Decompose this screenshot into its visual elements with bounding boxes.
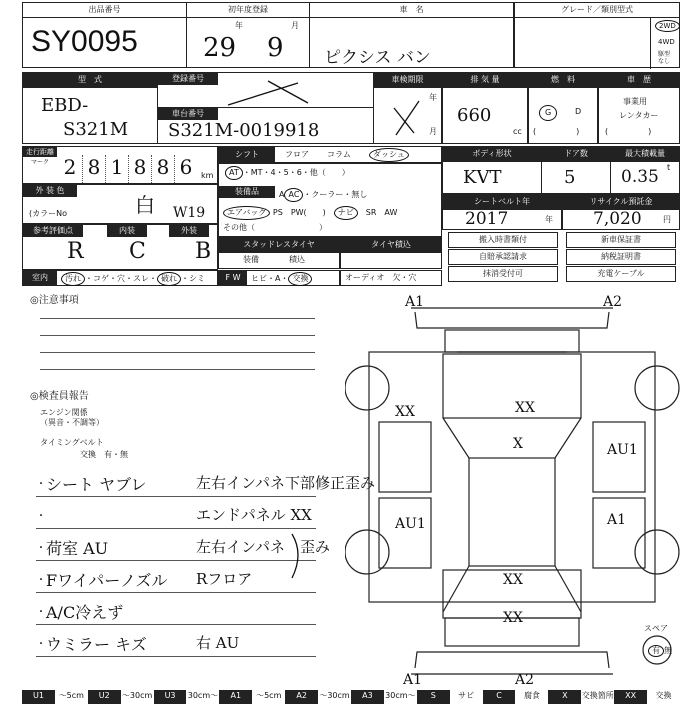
chassis-label: 車台番号 bbox=[158, 108, 218, 120]
legend-cell: 交換 bbox=[655, 691, 672, 700]
model-name: ピクシス バン bbox=[324, 48, 431, 68]
type-label: 型 式 bbox=[23, 73, 157, 88]
timing-value: 交換 有・無 bbox=[80, 450, 128, 459]
equipment-label: 装備品 bbox=[219, 186, 275, 198]
insp-year-unit: 年 bbox=[429, 93, 437, 102]
model-box bbox=[309, 2, 514, 68]
spare-label: スペア bbox=[644, 624, 668, 633]
legend-cell: ～30cm bbox=[121, 691, 153, 700]
type-value-1: EBD- bbox=[41, 95, 89, 116]
history-opt2: レンタカー bbox=[619, 111, 659, 120]
shift-label: シフト bbox=[219, 147, 275, 162]
report-detail: 左右インパネ 歪み bbox=[196, 538, 330, 556]
inspector-lines bbox=[36, 472, 375, 672]
mileage-box bbox=[22, 146, 218, 184]
report-detail: 右 AU bbox=[196, 634, 240, 652]
history-paren: ( ) bbox=[605, 127, 652, 136]
capacity-value: 0.35 bbox=[621, 167, 659, 187]
body-label: ボディ形状 bbox=[443, 147, 541, 162]
mileage-digit: 8 bbox=[151, 155, 174, 183]
reg-cross bbox=[158, 73, 375, 109]
legend-cell: U2 bbox=[88, 690, 121, 704]
color-label: 外 装 色 bbox=[23, 185, 77, 197]
body-value: KVT bbox=[463, 167, 502, 188]
left-rear-door bbox=[379, 498, 431, 568]
inspection-box bbox=[373, 72, 442, 144]
studless-label: スタッドレスタイヤ bbox=[219, 238, 339, 253]
fw-options: ヒビ・A・ 交換 bbox=[251, 272, 312, 286]
legend-cell: A2 bbox=[285, 690, 318, 704]
report-bullet: ・ bbox=[36, 639, 46, 650]
color-code: W19 bbox=[173, 205, 206, 221]
body-box bbox=[442, 146, 542, 194]
damage-mark: XX bbox=[395, 404, 415, 420]
color-value: 白 bbox=[135, 193, 155, 217]
type-box bbox=[22, 72, 158, 144]
color-box bbox=[22, 184, 218, 224]
wheel-fl bbox=[345, 366, 389, 410]
first-reg-box bbox=[186, 2, 310, 68]
report-detail: Rフロア bbox=[196, 570, 253, 588]
right-rear-door bbox=[593, 498, 645, 568]
bracket-mark bbox=[288, 532, 308, 582]
year-unit: 年 bbox=[235, 21, 243, 30]
first-reg-label: 初年度登録 bbox=[187, 3, 309, 18]
grade-box bbox=[514, 2, 680, 68]
front-bumper bbox=[415, 312, 609, 328]
report-detail: 左右インパネ下部修正歪み bbox=[196, 474, 375, 492]
opt-2wd: 2WD bbox=[655, 20, 680, 32]
displacement-box bbox=[442, 72, 528, 144]
report-detail: エンドパネル XX bbox=[196, 506, 312, 524]
seatbelt-unit: 年 bbox=[545, 215, 553, 224]
reg-box bbox=[157, 72, 374, 108]
mileage-digit: 8 bbox=[82, 155, 105, 183]
color-sub: (カラーNo bbox=[29, 209, 67, 218]
displacement-label: 排 気 量 bbox=[443, 73, 527, 88]
document-cell: 自賠承認請求 bbox=[448, 249, 558, 265]
capacity-box bbox=[610, 146, 680, 194]
damage-mark: A1 bbox=[607, 512, 627, 528]
studless-equipped: 装備 bbox=[243, 255, 259, 264]
report-item: シート ヤブレ bbox=[46, 475, 147, 494]
grade-overall: R bbox=[67, 239, 84, 264]
legend-cell: XX bbox=[614, 690, 647, 704]
shift-dash: ダッシュ bbox=[369, 148, 409, 162]
mileage-digit: 8 bbox=[128, 155, 151, 183]
first-reg-year: 29 bbox=[203, 33, 237, 63]
report-item: ウミラー キズ bbox=[46, 635, 147, 654]
legend-cell: 交換箇所 bbox=[581, 691, 614, 700]
opt-4wd: 4WD bbox=[658, 38, 675, 46]
interior-label: 室内 bbox=[23, 271, 57, 285]
recycle-unit: 円 bbox=[663, 215, 671, 224]
wheel-rl bbox=[345, 530, 389, 574]
displacement-unit: cc bbox=[513, 127, 522, 136]
reg-label: 登録番号 bbox=[158, 73, 218, 85]
damage-mark: X bbox=[513, 436, 523, 452]
legend-cell: C bbox=[483, 690, 516, 704]
equip-other: その他（ ） bbox=[223, 223, 327, 232]
mileage-mark: マーク bbox=[30, 159, 49, 166]
report-bullet: ・ bbox=[36, 607, 46, 618]
mileage-label: 走行距離 bbox=[23, 147, 57, 157]
inspection-label: 車検期限 bbox=[374, 73, 441, 88]
equipment-box bbox=[218, 163, 442, 237]
damage-diagram bbox=[345, 292, 685, 692]
grade-label: グレード／類別型式 bbox=[515, 3, 679, 18]
report-item: Fワイパーノズル bbox=[46, 571, 168, 590]
recycle-box bbox=[562, 194, 680, 230]
report-bullet: ・ bbox=[36, 479, 46, 490]
engine-sub: （異音・不調等） bbox=[40, 418, 104, 427]
shift-floor: フロア bbox=[285, 150, 309, 159]
chassis-box bbox=[157, 107, 374, 144]
lot-number: SY0095 bbox=[31, 25, 138, 58]
seatbelt-box bbox=[442, 194, 562, 230]
engine-label: エンジン関係 bbox=[40, 408, 88, 417]
fw-label: F W bbox=[219, 271, 247, 285]
damage-mark: XX bbox=[503, 610, 523, 626]
lot-label: 出品番号 bbox=[23, 3, 186, 18]
opt-none: 駆型 なし bbox=[658, 51, 671, 65]
tireload-label: タイヤ積込 bbox=[341, 238, 441, 253]
mileage-digit: 1 bbox=[105, 155, 128, 183]
type-value-2: S321M bbox=[63, 119, 129, 140]
grade-interior: C bbox=[129, 239, 146, 264]
fuel-label: 燃 料 bbox=[529, 73, 597, 88]
recycle-label: リサイクル預託金 bbox=[563, 195, 679, 210]
history-box bbox=[598, 72, 680, 144]
history-label: 車 歴 bbox=[599, 73, 679, 88]
inspector-title: ◎検査員報告 bbox=[30, 391, 89, 402]
cab bbox=[369, 352, 655, 602]
interior-row bbox=[22, 270, 218, 286]
studless-box bbox=[218, 237, 340, 269]
grades-label: 参考評価点 bbox=[23, 225, 83, 237]
chassis-number: S321M-0019918 bbox=[168, 120, 320, 141]
audio-options: オーディオ 欠・穴 bbox=[345, 273, 417, 282]
insp-month-unit: 月 bbox=[429, 127, 437, 136]
documents-grid bbox=[448, 232, 680, 284]
report-item: A/C冷えず bbox=[46, 603, 124, 622]
damage-mark: XX bbox=[515, 400, 535, 416]
legend-cell: サビ bbox=[458, 691, 475, 700]
legend-cell: U1 bbox=[22, 690, 55, 704]
fuel-box bbox=[528, 72, 598, 144]
equip-trans: AT ・MT・4・5・6・他（ ） bbox=[225, 166, 350, 180]
legend-cell: X bbox=[548, 690, 581, 704]
grade-exterior: B bbox=[195, 239, 212, 264]
inspection-cross bbox=[374, 73, 443, 145]
report-bullet: ・ bbox=[36, 543, 46, 554]
doors-label: ドア数 bbox=[542, 147, 610, 162]
legend-cell: 腐食 bbox=[523, 691, 540, 700]
roof bbox=[469, 458, 555, 566]
damage-mark: AU1 bbox=[607, 442, 638, 458]
spare-options: 有 無 bbox=[648, 645, 672, 657]
grades-box bbox=[22, 224, 218, 270]
first-reg-month: 9 bbox=[267, 33, 284, 63]
report-bullet: ・ bbox=[36, 575, 46, 586]
legend-cell: A1 bbox=[219, 690, 252, 704]
lot-box bbox=[22, 2, 187, 68]
doors-box bbox=[541, 146, 611, 194]
legend-cell: 30cm～ bbox=[187, 691, 219, 700]
legend-cell: ～5cm bbox=[256, 691, 282, 700]
month-unit: 月 bbox=[291, 21, 299, 30]
model-label: 車 名 bbox=[310, 3, 513, 18]
shift-column: コラム bbox=[327, 150, 351, 159]
recycle-value: 7,020 bbox=[593, 209, 642, 229]
report-item: 荷室 AU bbox=[46, 539, 109, 558]
grades-ext-label: 外装 bbox=[169, 225, 209, 237]
report-bullet: ・ bbox=[36, 511, 46, 522]
fw-row bbox=[218, 270, 340, 286]
notes-title: ◎注意事項 bbox=[30, 295, 79, 306]
timing-label: タイミングベルト bbox=[40, 438, 104, 447]
damage-mark: A2 bbox=[603, 294, 623, 310]
legend-cell: ～5cm bbox=[58, 691, 84, 700]
shift-box bbox=[218, 146, 442, 163]
doors-value: 5 bbox=[564, 167, 576, 188]
legend-cell: ～30cm bbox=[319, 691, 350, 700]
tireload-box bbox=[340, 237, 442, 269]
equip-ac: A AC ・クーラー・無し bbox=[279, 188, 367, 202]
legend-cell: 30cm～ bbox=[385, 691, 416, 700]
document-cell: 充電ケーブル bbox=[566, 266, 676, 282]
damage-mark: AU1 bbox=[395, 516, 426, 532]
displacement-value: 660 bbox=[457, 105, 492, 126]
seatbelt-label: シートベルト年 bbox=[443, 195, 561, 210]
mileage-digit: 6 bbox=[174, 155, 197, 183]
document-cell: 搬入時書類付 bbox=[448, 232, 558, 248]
damage-mark: A1 bbox=[403, 672, 423, 688]
rear-bumper bbox=[415, 652, 609, 668]
document-cell: 抹消受付可 bbox=[448, 266, 558, 282]
damage-legend bbox=[22, 690, 680, 704]
grades-int-label: 内装 bbox=[107, 225, 147, 237]
legend-cell: S bbox=[417, 690, 450, 704]
seatbelt-value: 2017 bbox=[465, 209, 509, 229]
fuel-g: G bbox=[539, 105, 557, 121]
wheel-fr bbox=[635, 366, 679, 410]
damage-mark: A2 bbox=[515, 672, 535, 688]
mileage-digit: 2 bbox=[63, 155, 77, 179]
studless-loaded: 積込 bbox=[289, 255, 305, 264]
equip-row2: エアバッグ PS PW( ) ナビ SR AW bbox=[223, 206, 397, 220]
mileage-unit: km bbox=[201, 171, 214, 180]
damage-mark: A1 bbox=[405, 294, 425, 310]
front-panel bbox=[445, 330, 579, 352]
fuel-paren: ( ) bbox=[533, 127, 580, 136]
wheel-rr bbox=[635, 530, 679, 574]
capacity-unit: t bbox=[667, 163, 671, 172]
capacity-label: 最大積載量 bbox=[611, 147, 679, 162]
damage-mark: XX bbox=[503, 572, 523, 588]
legend-cell: A3 bbox=[351, 690, 384, 704]
audio-row bbox=[340, 270, 442, 286]
document-cell: 新車保証書 bbox=[566, 232, 676, 248]
history-opt1: 事業用 bbox=[623, 97, 647, 106]
windshield bbox=[443, 354, 581, 418]
document-cell: 納税証明書 bbox=[566, 249, 676, 265]
legend-cell: U3 bbox=[154, 690, 187, 704]
fuel-d: D bbox=[575, 107, 582, 116]
left-front-door bbox=[379, 422, 431, 492]
interior-options: 汚れ ・コゲ・穴・スレ・ 破れ ・シミ bbox=[61, 272, 205, 286]
